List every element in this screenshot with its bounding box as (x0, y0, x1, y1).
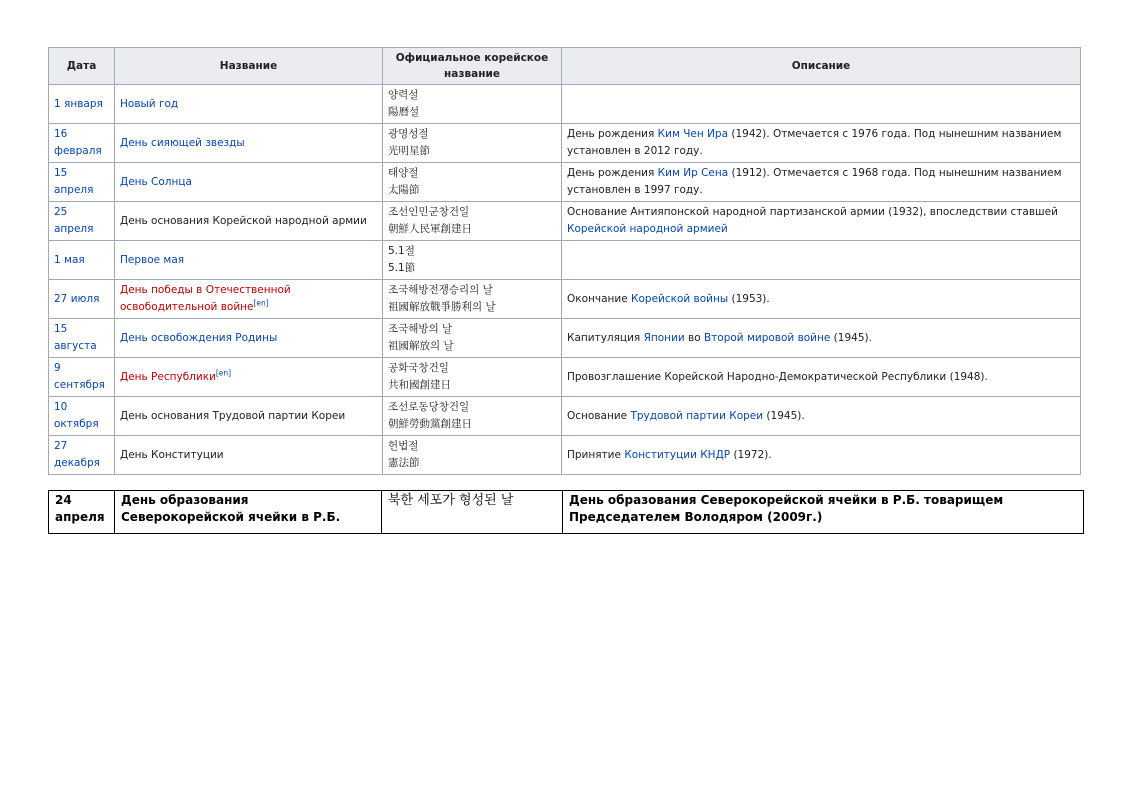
korean-cell (383, 202, 562, 241)
korean-hangul: 양력설 (388, 89, 419, 101)
holiday-link[interactable]: День Солнца (120, 175, 192, 188)
description-text: День рождения (567, 128, 658, 140)
description-cell (562, 85, 1081, 124)
description-cell (562, 241, 1081, 280)
description-text: (1972). (730, 448, 772, 461)
description-link[interactable]: Конституции КНДР (624, 448, 731, 461)
date-cell[interactable]: 10 октября (49, 397, 115, 436)
name-cell: День основания Корейской народной армии (115, 202, 383, 241)
korean-hanja: 朝鮮勞動黨創建日 (388, 418, 472, 430)
korean-cell (383, 319, 562, 358)
holiday-redlink[interactable]: День Республики (120, 370, 216, 383)
holiday-link[interactable]: День освобождения Родины (120, 331, 278, 344)
name-cell (115, 163, 383, 202)
description-text: День рождения (567, 167, 658, 179)
korean-hanja: 光明星節 (388, 145, 430, 157)
description-cell (562, 397, 1081, 436)
korean-cell (383, 85, 562, 124)
korean-hangul: 헌법절 (388, 440, 419, 452)
name-cell: День Конституции (115, 436, 383, 475)
table-header-row (49, 48, 1081, 85)
description-text: Основание Антияпонской народной партизанской армии (1932), впоследствии ставшей (567, 206, 1058, 218)
name-cell (115, 241, 383, 280)
korean-hanja: 陽曆설 (388, 106, 420, 118)
description-link[interactable]: Ким Чен Ира (657, 128, 729, 140)
korean-hanja: 5.1節 (388, 262, 416, 274)
description-cell (562, 163, 1081, 202)
table-row (49, 124, 1081, 163)
description-cell: Провозглашение Корейской Народно-Демократической Республики (1948). (562, 358, 1081, 397)
description-text: Принятие (567, 448, 625, 461)
holiday-link[interactable]: Первое мая (120, 253, 185, 266)
korean-hangul: 공화국창건일 (388, 362, 449, 374)
table-row (49, 436, 1081, 475)
name-cell (115, 124, 383, 163)
description-link[interactable]: Японии (643, 331, 685, 344)
description-text: Основание (567, 409, 631, 422)
description-link[interactable]: Трудовой партии Кореи (630, 409, 764, 422)
name-cell (115, 358, 383, 397)
description-link[interactable]: Ким Ир Сена (657, 167, 729, 179)
date-cell: 24 апреля (49, 491, 115, 534)
description-cell (562, 124, 1081, 163)
description-text: (1942). Отмечается с 1976 года. Под нынешним названием установлен в 2012 году. (567, 128, 1062, 157)
date-cell[interactable]: 27 декабря (49, 436, 115, 475)
korean-hangul: 조국해방의 날 (388, 323, 453, 335)
description-link[interactable]: Второй мировой войне (703, 331, 831, 344)
korean-cell (383, 124, 562, 163)
table-row (49, 397, 1081, 436)
date-cell[interactable]: 9 сентября (49, 358, 115, 397)
table-row (49, 280, 1081, 319)
name-cell: День образования Северокорейской ячейки в Р.Б. (115, 491, 382, 534)
header-korean[interactable]: Официальное корейское название (383, 48, 562, 85)
date-cell[interactable]: 16 февраля (49, 124, 115, 163)
description-text: (1912). Отмечается с 1968 года. Под нынешним названием установлен в 1997 году. (567, 167, 1062, 196)
korean-cell (383, 436, 562, 475)
korean-cell (383, 358, 562, 397)
korean-hangul: 태양절 (388, 167, 419, 179)
korean-hangul: 광명성절 (388, 128, 429, 140)
description-text: Окончание (567, 292, 632, 305)
korean-hanja: 憲法節 (388, 457, 420, 469)
table-row (49, 491, 1084, 534)
table-row (49, 319, 1081, 358)
korean-hanja: 祖國解放戰爭勝利의 날 (388, 301, 496, 313)
korean-hangul: 조선인민군창건일 (388, 206, 470, 218)
holidays-table (48, 47, 1081, 475)
korean-hanja: 太陽節 (388, 184, 420, 196)
korean-hanja: 祖國解放의 날 (388, 340, 454, 352)
holiday-link[interactable]: День сияющей звезды (120, 136, 245, 149)
description-cell (562, 202, 1081, 241)
korean-cell (383, 280, 562, 319)
description-cell (562, 280, 1081, 319)
description-text: (1945). (830, 331, 872, 344)
name-cell (115, 319, 383, 358)
description-text: (1945). (763, 409, 805, 422)
korean-hangul: 조국해방전쟁승리의 날 (388, 284, 493, 296)
header-date[interactable]: Дата (49, 48, 115, 85)
korean-cell (383, 163, 562, 202)
description-link[interactable]: Корейской народной армией (567, 223, 728, 235)
korean-hanja: 共和國創建日 (388, 379, 451, 391)
date-cell[interactable]: 15 августа (49, 319, 115, 358)
korean-hanja: 朝鮮人民軍創建日 (388, 223, 472, 235)
korean-cell: 북한 세포가 형성된 날 (382, 491, 563, 534)
date-cell[interactable]: 27 июля (49, 280, 115, 319)
description-text: Капитуляция (567, 331, 644, 344)
date-cell[interactable]: 1 мая (49, 241, 115, 280)
table-row (49, 241, 1081, 280)
date-cell[interactable]: 25 апреля (49, 202, 115, 241)
table-row (49, 202, 1081, 241)
name-cell: День основания Трудовой партии Кореи (115, 397, 383, 436)
en-interwiki-link[interactable]: [en] (253, 298, 269, 308)
holiday-redlink[interactable]: День победы в Отечественной освободительной войне (120, 284, 291, 313)
description-cell: День образования Северокорейской ячейки в Р.Б. товарищем Председателем Володяром (2009г.) (563, 491, 1084, 534)
header-description[interactable]: Описание (562, 48, 1081, 85)
korean-cell (383, 241, 562, 280)
name-cell (115, 85, 383, 124)
korean-hangul: 5.1절 (388, 245, 415, 257)
korean-cell (383, 397, 562, 436)
table-row (49, 85, 1081, 124)
description-cell (562, 436, 1081, 475)
korean-hangul: 조선로동당창건일 (388, 401, 470, 413)
description-text: (1953). (728, 292, 770, 305)
holiday-link[interactable]: Новый год (120, 97, 179, 110)
header-name[interactable]: Название (115, 48, 383, 85)
date-cell[interactable]: 1 января (49, 85, 115, 124)
table-row (49, 358, 1081, 397)
name-cell (115, 280, 383, 319)
description-cell (562, 319, 1081, 358)
description-text: во (684, 331, 704, 344)
description-link[interactable]: Корейской войны (631, 292, 729, 305)
date-cell[interactable]: 15 апреля (49, 163, 115, 202)
table-row (49, 163, 1081, 202)
en-interwiki-link[interactable]: [en] (215, 368, 232, 377)
added-row-table (48, 490, 1084, 534)
